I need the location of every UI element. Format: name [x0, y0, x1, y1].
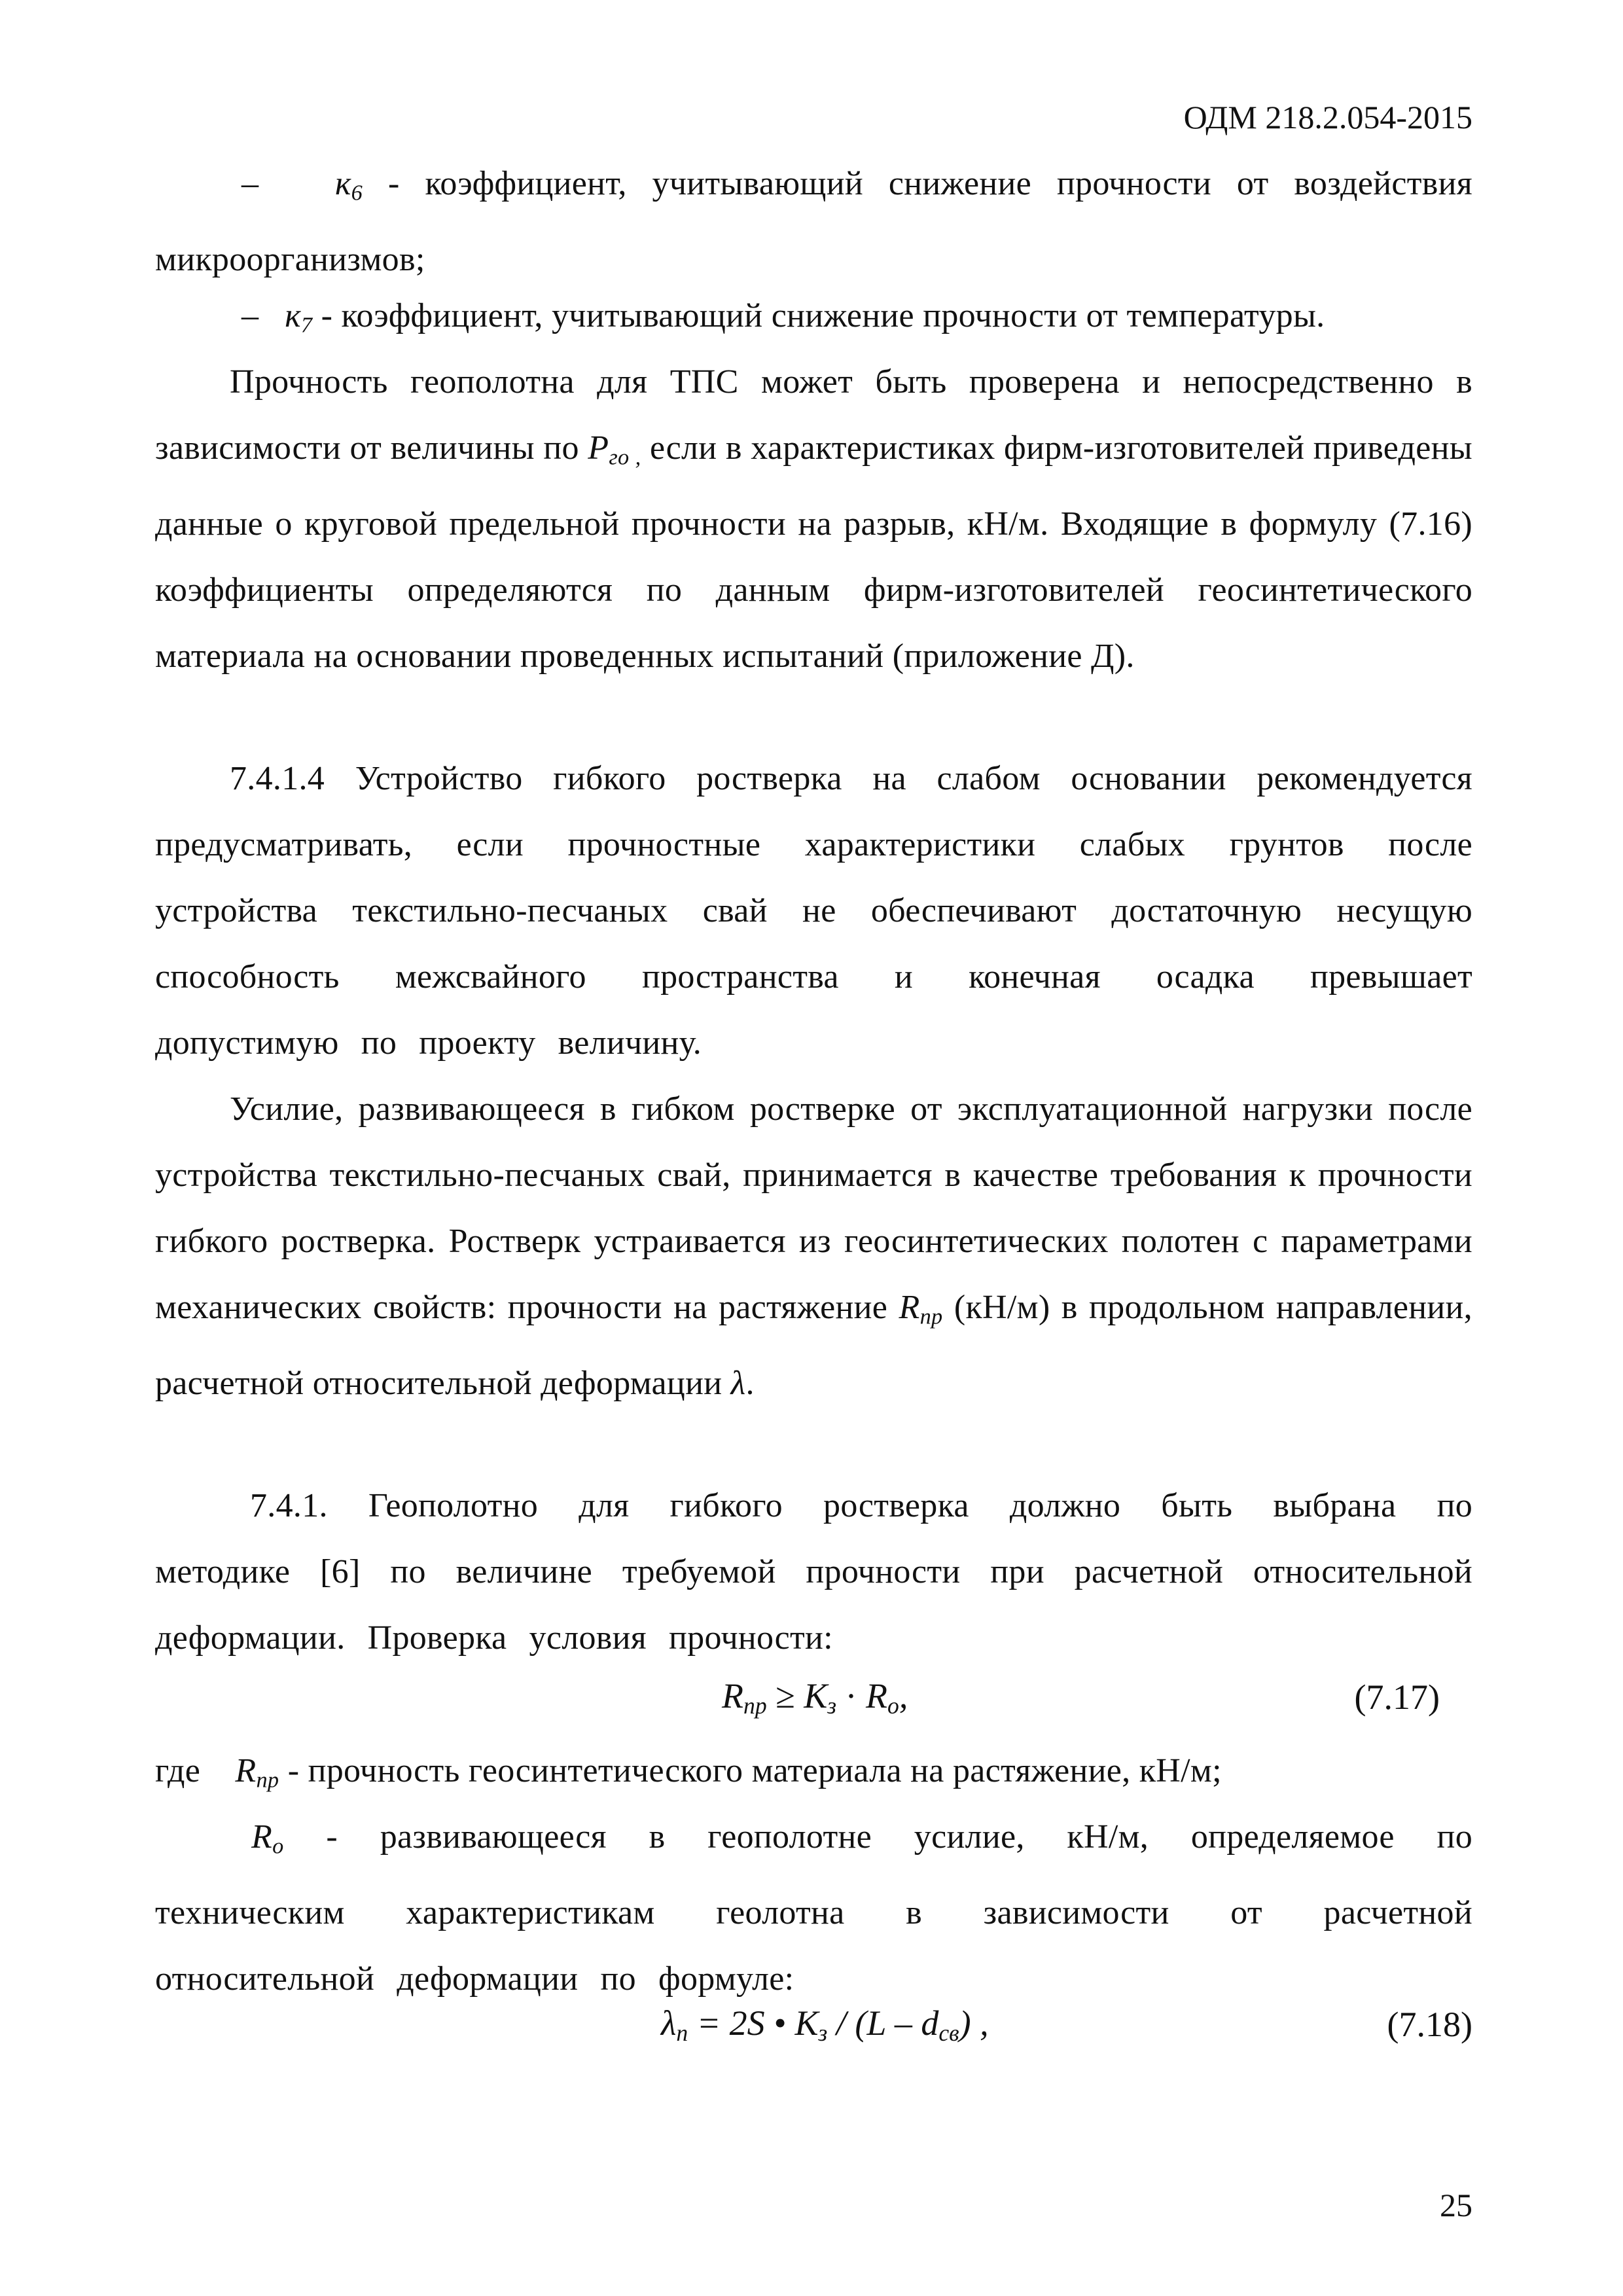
paragraph-text: 7.4.1. Геополотно для гибкого ростверка должно быть выбрана по методике [6] по величине требуемой прочности при расчетной относительной деформации. Проверка условия прочности:: [155, 1487, 1472, 1657]
definition-text: - развивающееся в геополотне усилие, кН/м, определяемое по техническим характеристикам геолотна в зависимости от расчетной относительной деформации по формуле:: [155, 1818, 1472, 1998]
list-item-k7: [155, 283, 1472, 359]
formula-operator: ≥: [766, 1676, 804, 1715]
equation-number-7-18: (7.18): [1387, 2005, 1472, 2044]
paragraph-strength-check: [155, 349, 1472, 689]
formula-punctuation: ) ,: [959, 2003, 989, 2043]
symbol-p: Р: [588, 429, 609, 467]
formula-expression: / (L – d: [827, 2003, 939, 2043]
list-item-text: - коэффициент, учитывающий снижение прочности от воздействия микроорганизмов;: [155, 165, 1472, 278]
symbol-subscript: го ,: [609, 444, 641, 470]
document-code-header: ОДМ 218.2.054-2015: [1183, 99, 1472, 135]
equation-number-7-17: (7.17): [1354, 1677, 1440, 1717]
formula-subscript: св: [938, 2019, 959, 2046]
symbol-subscript: пр: [919, 1304, 943, 1329]
definition-rnp: [155, 1738, 1472, 1814]
paragraph-text: 7.4.1.4 Устройство гибкого ростверка на слабом основании рекомендуется предусматривать, если прочностные характеристики слабых грунтов после устройства текстильно-песчаных свай не обеспечивают достаточную несущую способность межсвайного пространства и конечная осадка превышает допустимую по проекту величину.: [155, 760, 1472, 1062]
formula-subscript: з: [818, 2019, 828, 2046]
symbol-r: R: [235, 1752, 257, 1789]
symbol-subscript: 7: [300, 312, 313, 338]
formula-subscript: пр: [743, 1692, 767, 1719]
list-item-k6: [155, 151, 1472, 293]
formula-subscript: о: [887, 1692, 899, 1719]
formula-symbol: К: [804, 1676, 828, 1715]
formula-expression: = 2S • К: [688, 2003, 819, 2043]
paragraph-text: Прочность геополотна для ТПС может быть проверена и непосредственно в зависимости от величины по: [155, 363, 1472, 467]
formula-subscript: з: [827, 1692, 837, 1719]
symbol-k: к: [285, 297, 301, 334]
definition-text: - прочность геосинтетического материала на растяжение, кН/м;: [279, 1752, 1222, 1789]
paragraph-text: Усилие, развивающееся в гибком ростверке от эксплуатационной нагрузки после устройства текстильно-песчаных свай, принимается в качестве требования к прочности гибкого ростверка. Ростверк устраивается из геосинтетических полотен с параметрами механических свойств: прочности на растяжение: [155, 1090, 1472, 1326]
symbol-r: R: [251, 1818, 273, 1856]
paragraph-7-4-1-4: [155, 745, 1472, 1076]
symbol-subscript: о: [272, 1833, 284, 1859]
paragraph-flexible-grillage-force: [155, 1076, 1472, 1416]
symbol-lambda: λ: [730, 1364, 746, 1402]
formula-7-17: [722, 1676, 908, 1719]
paragraph-7-4-1: [155, 1473, 1472, 1671]
paragraph-text: (кН/м) в продольном направлении, расчетной относительной деформации: [155, 1289, 1472, 1402]
symbol-subscript: 6: [351, 180, 363, 206]
formula-7-18: [661, 2003, 989, 2047]
symbol-r: R: [899, 1289, 920, 1326]
symbol-subscript: пр: [256, 1767, 279, 1793]
list-item-text: - коэффициент, учитывающий снижение прочности от температуры.: [312, 297, 1325, 334]
paragraph-text: .: [745, 1364, 755, 1402]
symbol-k: к: [334, 165, 351, 202]
formula-punctuation: ,: [899, 1676, 908, 1715]
formula-symbol: R: [866, 1676, 888, 1715]
page-number: 25: [1440, 2187, 1472, 2223]
where-label: где: [155, 1752, 201, 1789]
list-dash: –: [241, 165, 259, 202]
formula-symbol: λ: [661, 2003, 677, 2043]
definition-ro: [155, 1804, 1472, 2012]
formula-symbol: R: [722, 1676, 743, 1715]
list-dash: –: [241, 297, 259, 334]
paragraph-text: если в характеристиках фирм-изготовителей приведены данные о круговой предельной прочности на разрыв, кН/м. Входящие в формулу (7.16) коэффициенты определяются по данным фирм-изготовителей геосинтетического материала на основании проведенных испытаний (приложение Д).: [155, 429, 1472, 675]
formula-subscript: п: [676, 2019, 688, 2046]
formula-operator: ·: [836, 1676, 866, 1715]
